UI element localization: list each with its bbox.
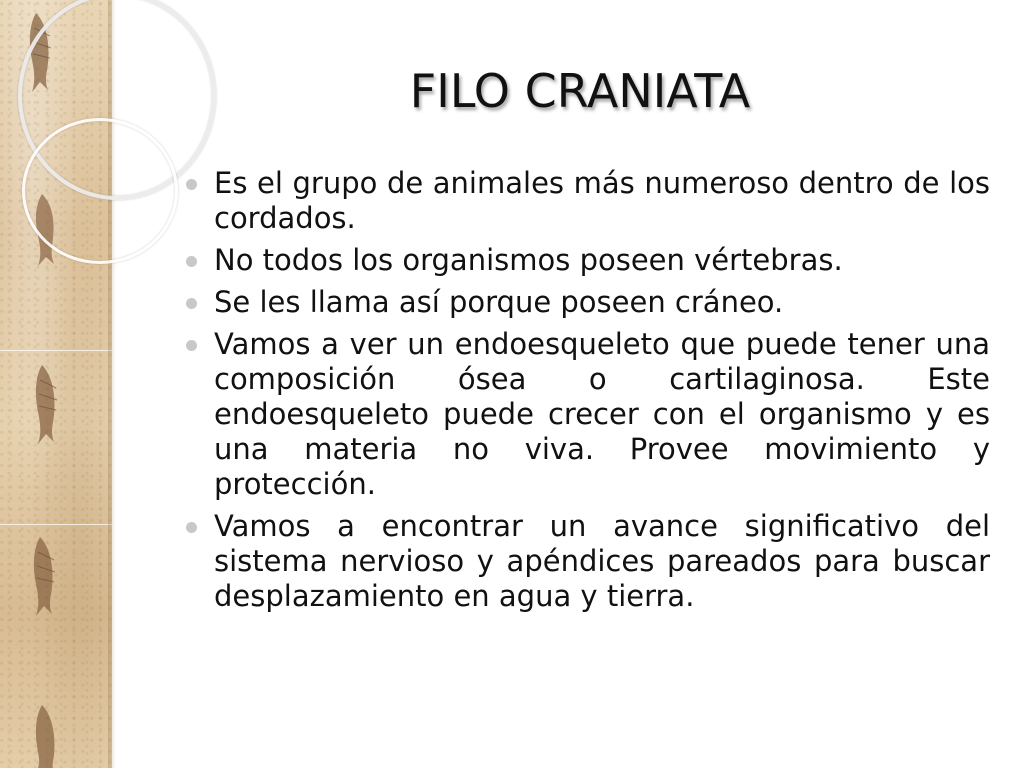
bullet-item [184,166,990,236]
bullet-text: Vamos a ver un endoesqueleto que puede tener una composición ósea o cartilaginosa. Este endoesqueleto puede crecer con el organismo y es una materia no viva. Provee movimiento y protección. [214,327,990,501]
bullet-text: Vamos a encontrar un avance significativo del sistema nervioso y apéndices pareados para buscar desplazamiento en agua y tierra. [214,509,990,613]
bullet-text: No todos los organismos poseen vértebras. [214,243,843,277]
tile-divider [0,524,112,525]
bullet-item [184,327,990,502]
bullet-item [184,509,990,614]
bullet-text: Es el grupo de animales más numeroso dentro de los cordados. [214,166,990,235]
fossil-fish-icon [24,700,74,768]
fossil-fish-icon [22,532,72,622]
slide-title: FILO CRANIATA [409,64,751,118]
bullet-item [184,243,990,278]
bullet-dot [186,298,197,309]
decorative-ring [22,118,178,264]
bullet-dot [186,522,197,533]
bullet-item [184,285,990,320]
fossil-fish-icon [24,360,74,450]
bullet-dot [186,179,197,190]
bullet-text: Se les llama así porque poseen cráneo. [214,285,784,319]
bullet-dot [186,340,197,351]
tile-divider [0,350,112,351]
bullet-dot [186,256,197,267]
bullet-list [184,166,990,621]
